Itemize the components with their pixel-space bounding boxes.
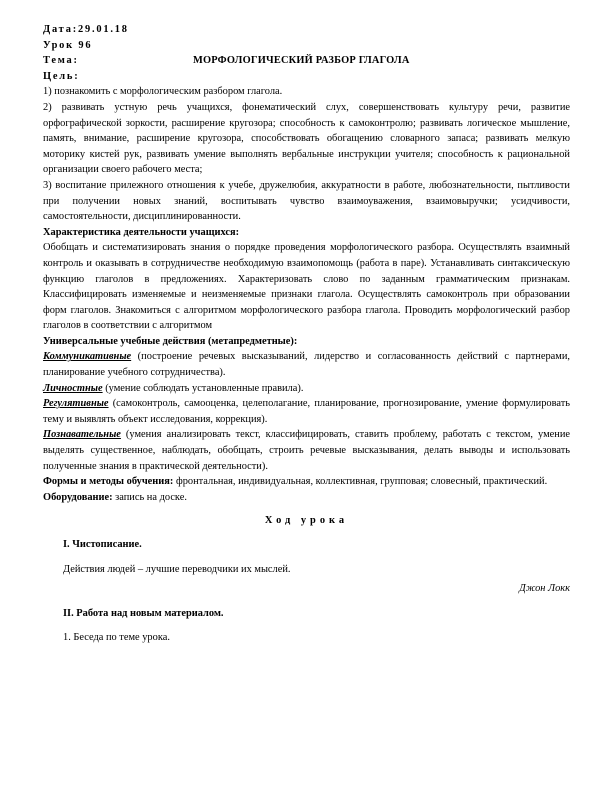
quote-author: Джон Локк: [519, 583, 570, 595]
forms-label: Формы и методы обучения:: [43, 476, 174, 488]
theme-title: МОРФОЛОГИЧЕСКИЙ РАЗБОР ГЛАГОЛА: [193, 55, 410, 67]
section-1-heading: I. Чистописание.: [63, 539, 142, 550]
lesson-date: Дата:29.01.18: [43, 24, 129, 35]
uud-heading: Универсальные учебные действия (метапредметные):: [43, 335, 298, 347]
theme-label: Тема:: [43, 55, 79, 67]
uud-text: (самоконтроль, самооценка, целеполагание, планирование, прогнозирование, умение формулировать тему и выявлять объект исследования, коррекция).: [43, 398, 570, 425]
spacer: [43, 553, 570, 562]
spacer: [43, 621, 570, 630]
uud-item-cognitive: [43, 427, 570, 474]
uud-term: Познавательные: [43, 429, 121, 441]
section-2-item-1: 1. Беседа по теме урока.: [63, 632, 170, 644]
uud-text: (умение соблюдать установленные правила).: [102, 382, 304, 394]
quote-text: Действия людей – лучшие переводчики их мыслей.: [63, 563, 291, 575]
uud-term: Регулятивные: [43, 398, 109, 410]
goals-label: Цель:: [43, 70, 80, 82]
activity-text: Обобщать и систематизировать знания о порядке проведения морфологического разбора. Осуществлять взаимный контроль и оказывать в сотрудничестве необходимую взаимопомощь (работа в паре). Устанавливать синтаксическую функцию глаголов в предложениях. Характеризовать слово по заданным грамматическим признакам. Классифицировать изменяемые и неизменяемые признаки глагола. Осуществлять самоконтроль при образовании форм глаголов. Знакомиться с алгоритмом морфологического разбора глагола. Проводить морфологический разбор глаголов в соответствии с алгоритмом: [43, 242, 570, 332]
spacer: [43, 597, 570, 606]
document-content: [43, 22, 570, 646]
section-2-heading: II. Работа над новым материалом.: [63, 607, 224, 619]
equipment-text: запись на доске.: [112, 491, 187, 503]
uud-term: Личностные: [43, 382, 103, 394]
uud-item-regulative: [43, 396, 570, 427]
equipment-paragraph: [43, 490, 570, 506]
uud-item-personal: [43, 381, 570, 397]
course-title: Ход урока: [264, 515, 349, 527]
goal-item-2: 2) развивать устную речь учащихся, фонематический слух, совершенствовать культуру речи, развитие орфографической зоркости, расширение кругозора; способность к самоконтролю; развивать логическое мышление, память, внимание, расширение кругозора, способствовать обогащению словарного запаса; развивать мелкую моторику кистей рук, развивать умение выполнять вербальные инструкции учителя; способность к рациональной организации своего рабочего места;: [43, 101, 570, 176]
uud-text: (построение речевых высказываний, лидерство и согласованность действий с партнерами, планирование учебного сотрудничества).: [43, 351, 570, 379]
uud-item-communicative: [43, 349, 570, 380]
lesson-number: Урок 96: [43, 39, 93, 51]
forms-text: фронтальная, индивидуальная, коллективная, групповая; словесный, практический.: [173, 476, 548, 488]
forms-paragraph: [43, 474, 570, 490]
uud-term: Коммуникативные: [43, 351, 132, 363]
goal-item-3: 3) воспитание прилежного отношения к учебе, дружелюбия, аккуратности в работе, любознательности, пытливости при получении новых знаний, воспитывать чувство взаимоуважения, взаимовыручки; усидчивости, самостоятельности, дисциплинированности.: [43, 179, 570, 223]
equipment-label: Оборудование:: [43, 491, 113, 503]
activity-heading: Характеристика деятельности учащихся:: [43, 226, 240, 238]
theme-row: [43, 53, 570, 69]
uud-text: (умения анализировать текст, классифицировать, ставить проблему, работать с текстом, умение выделять существенное, наблюдать, обобщать, строить речевые высказывания, делать выводы и использовать полученные знания в практической деятельности).: [43, 429, 570, 472]
goal-item-1: 1) познакомить с морфологическим разбором глагола.: [43, 86, 283, 98]
